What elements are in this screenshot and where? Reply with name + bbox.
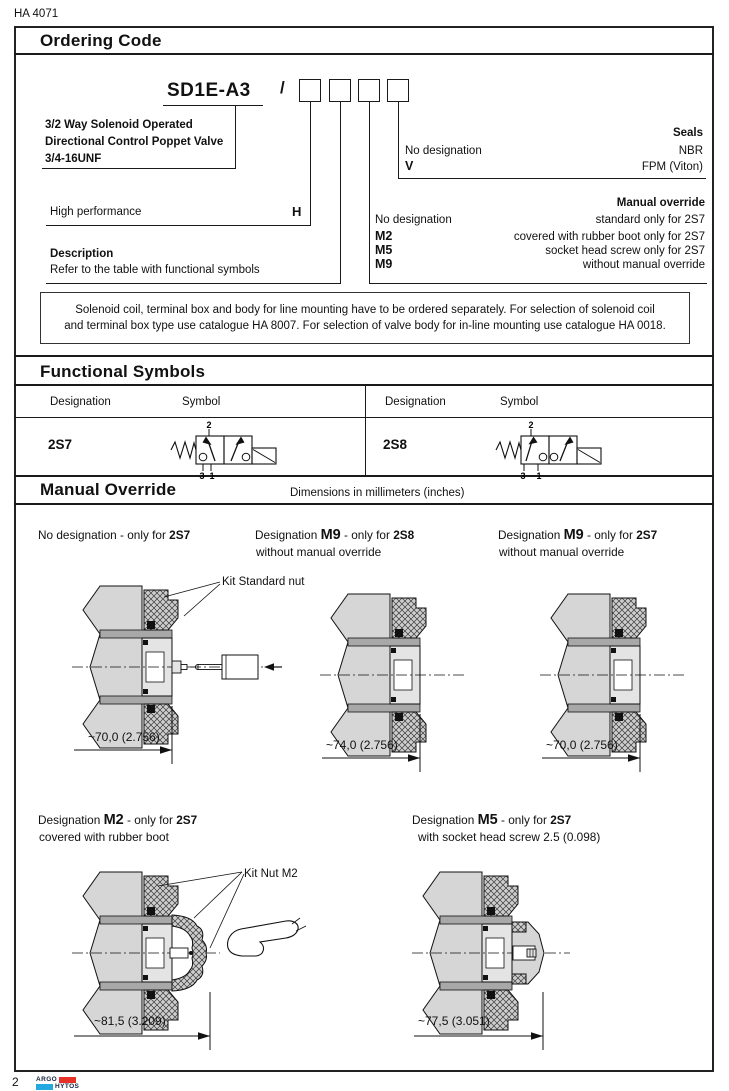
order-code-box-3 [358,79,380,102]
table-header-divider [14,417,714,418]
diagram-title-pre: No designation - [38,528,124,542]
diagram-title-mid: - only for [501,813,547,827]
connector-line [369,283,707,284]
valve-cross-section [70,572,330,777]
port-label-2: 2 [206,420,212,430]
ordering-note [40,292,690,344]
page-number: 2 [12,1075,19,1089]
diagram-title-pre: Designation [38,813,101,827]
valve-symbol-2s7 [168,420,283,485]
designation-2s7: 2S7 [48,437,73,452]
diagram-title-code: M5 [477,812,498,828]
diagram-title-mid: - only for [344,528,390,542]
mo-row-value: standard only for 2S7 [595,214,705,226]
valve-symbol-2s8 [493,420,608,485]
kit-standard-nut-callout: Kit Standard nut [222,576,305,588]
port-label-3: 3 [199,471,205,480]
connector-line [46,283,341,284]
diagram-5-subtitle: with socket head screw 2.5 (0.098) [418,830,601,844]
high-performance-code: H [292,204,302,219]
connector-line [340,102,341,283]
connector-line [235,106,236,168]
diagram-title-mid: - only for [587,528,633,542]
diagram-title-code: M2 [103,812,124,828]
port-label-3: 3 [520,471,526,480]
order-code-separator: / [280,78,285,97]
connector-line [369,102,370,283]
diagram-title-model: 2S7 [550,813,572,827]
valve-description-line3: 3/4-16UNF [45,153,102,165]
dimension-label: ~70,0 (2.756) [88,730,160,744]
functional-symbols-title: Functional Symbols [40,362,206,381]
valve-description [45,117,223,168]
col-header-symbol: Symbol [182,396,221,408]
diagram-title-mid: only for [127,528,166,542]
diagram-title-model: 2S7 [169,528,191,542]
diagram-m5-screw [410,858,585,1058]
connector-line [398,102,399,178]
col-header-designation: Designation [385,396,446,408]
section-divider [14,53,714,55]
designation-2s8: 2S8 [383,437,408,452]
valve-cross-section [410,858,585,1063]
seals-title: Seals [672,127,703,139]
order-code-box-1 [299,79,321,102]
high-performance-label: High performance [50,206,142,218]
units-note: Dimensions in millimeters (inches) [290,487,465,499]
dimension-label: ~81,5 (3.209) [94,1014,166,1028]
mo-row-value: without manual override [582,259,705,271]
table-column-divider [365,384,366,475]
kit-nut-m2-callout: Kit Nut M2 [244,868,298,880]
mo-row-code: No designation [375,214,452,226]
mo-row-value: covered with rubber boot only for 2S7 [513,231,705,243]
diagram-1-title [38,527,190,543]
diagram-title-model: 2S7 [176,813,198,827]
mo-row-code: M5 [375,243,393,257]
valve-cross-section [538,580,688,785]
ordering-code-title: Ordering Code [40,31,162,50]
diagram-title-model: 2S8 [393,528,415,542]
section-divider [14,384,714,386]
diagram-m9-2s8 [318,580,468,780]
diagram-title-pre: Designation [498,528,561,542]
base-code-underline [163,105,263,106]
diagram-title-code: M9 [320,527,341,543]
ordering-note-line2: and terminal box type use catalogue HA 8007. For selection of valve body for in-line mounting use catalogue HA 0018. [64,320,666,332]
diagram-3-subtitle: without manual override [499,545,625,559]
diagram-title-pre: Designation [412,813,475,827]
connector-line [46,225,311,226]
valve-description-line1: 3/2 Way Solenoid Operated [45,119,193,131]
manual-override-section-title: Manual Override [40,480,177,499]
section-divider [14,355,714,357]
diagram-2-title [255,527,414,543]
diagram-title-pre: Designation [255,528,318,542]
seals-row-value: NBR [678,145,703,157]
seals-row-value: FPM (Viton) [641,161,703,173]
diagram-title-code: M9 [563,527,584,543]
section-divider [14,503,714,505]
seals-row-code: No designation [405,145,482,157]
connector-line [42,168,236,169]
diagram-title-model: 2S7 [636,528,658,542]
mo-row-value: socket head screw only for 2S7 [545,245,705,257]
mo-row-code: M9 [375,257,393,271]
diagram-4-subtitle: covered with rubber boot [39,830,169,844]
seals-row-code: V [405,159,414,173]
description-title: Description [50,248,114,260]
diagram-standard-nut [70,572,330,772]
diagram-2-subtitle: without manual override [256,545,382,559]
col-header-symbol: Symbol [500,396,539,408]
argo-hytos-logo [36,1076,86,1090]
logo-text-hytos: HYTOS [55,1083,80,1090]
diagram-3-title [498,527,657,543]
logo-red-block [59,1077,76,1083]
order-code-box-4 [387,79,409,102]
dimension-label: ~70,0 (2.756) [546,738,618,752]
col-header-designation: Designation [50,396,111,408]
logo-text-argo: ARGO [36,1076,58,1083]
valve-description-line2: Directional Control Poppet Valve [45,136,224,148]
section-divider [14,475,714,477]
base-order-code: SD1E-A3 [167,80,251,101]
mo-row-code: M2 [375,229,393,243]
diagram-m9-2s7 [538,580,688,780]
diagram-title-mid: - only for [127,813,173,827]
logo-cyan-block [36,1084,53,1090]
manual-override-title: Manual override [616,197,705,209]
dimension-label: ~77,5 (3.051) [418,1014,490,1028]
port-label-1: 1 [209,471,215,480]
diagram-4-title [38,812,197,828]
port-label-1: 1 [536,471,542,480]
connector-line [310,102,311,225]
dimension-label: ~74,0 (2.756) [326,738,398,752]
ordering-note-line1: Solenoid coil, terminal box and body for line mounting have to be ordered separately. For selection of solenoid coil [75,304,655,316]
diagram-5-title [412,812,571,828]
document-code: HA 4071 [14,8,59,20]
valve-cross-section [318,580,468,785]
diagram-m2-boot [70,858,320,1058]
order-code-box-2 [329,79,351,102]
valve-cross-section [70,858,320,1063]
port-label-2: 2 [528,420,534,430]
description-text: Refer to the table with functional symbols [50,264,260,276]
connector-line [398,178,706,179]
